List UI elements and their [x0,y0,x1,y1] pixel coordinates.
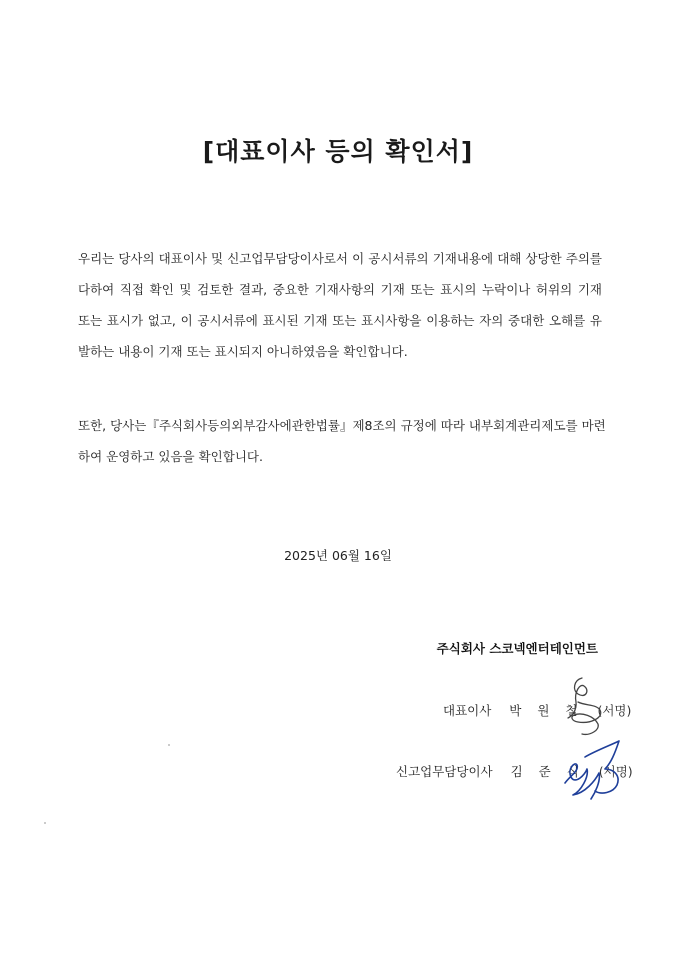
scan-speck [168,744,170,746]
paragraph-internal-control [78,410,606,472]
document-title: [대표이사 등의 확인서] [202,137,474,166]
ceo-handwritten-signature [560,672,610,742]
paragraph-line: 발하는 내용이 기재 또는 표시되지 아니하였음을 확인합니다. [78,344,408,359]
paragraph-line: 우리는 당사의 대표이사 및 신고업무담당이사로서 이 공시서류의 기재내용에 대해 상당한 주의를 [78,251,602,266]
document-date: 2025년 06월 16일 [284,548,392,563]
signatory-name: 김 준 식 [510,764,585,779]
paragraph-confirmation [78,243,602,367]
paragraph-line: 다하여 직접 확인 및 검토한 결과, 중요한 기재사항의 기재 또는 표시의 누락이나 허위의 기재 [78,282,602,297]
signatory-role: 대표이사 [443,703,492,718]
signatory-role: 신고업무담당이사 [396,764,493,779]
paragraph-line: 또한, 당사는『주식회사등의외부감사에관한법률』제8조의 규정에 따라 내부회계관리제도를 마련 [78,418,606,433]
scan-speck [44,822,46,824]
signatory-name: 박 원 철 [509,703,584,718]
company-name: 주식회사 스코넥엔터테인먼트 [436,641,598,656]
paragraph-line: 하여 운영하고 있음을 확인합니다. [78,449,263,464]
signature-placeholder: (서명) [597,703,632,718]
signature-placeholder: (서명) [598,764,633,779]
director-handwritten-signature [555,735,635,805]
paragraph-line: 또는 표시가 없고, 이 공시서류에 표시된 기재 또는 표시사항을 이용하는 자의 중대한 오해를 유 [78,313,602,328]
